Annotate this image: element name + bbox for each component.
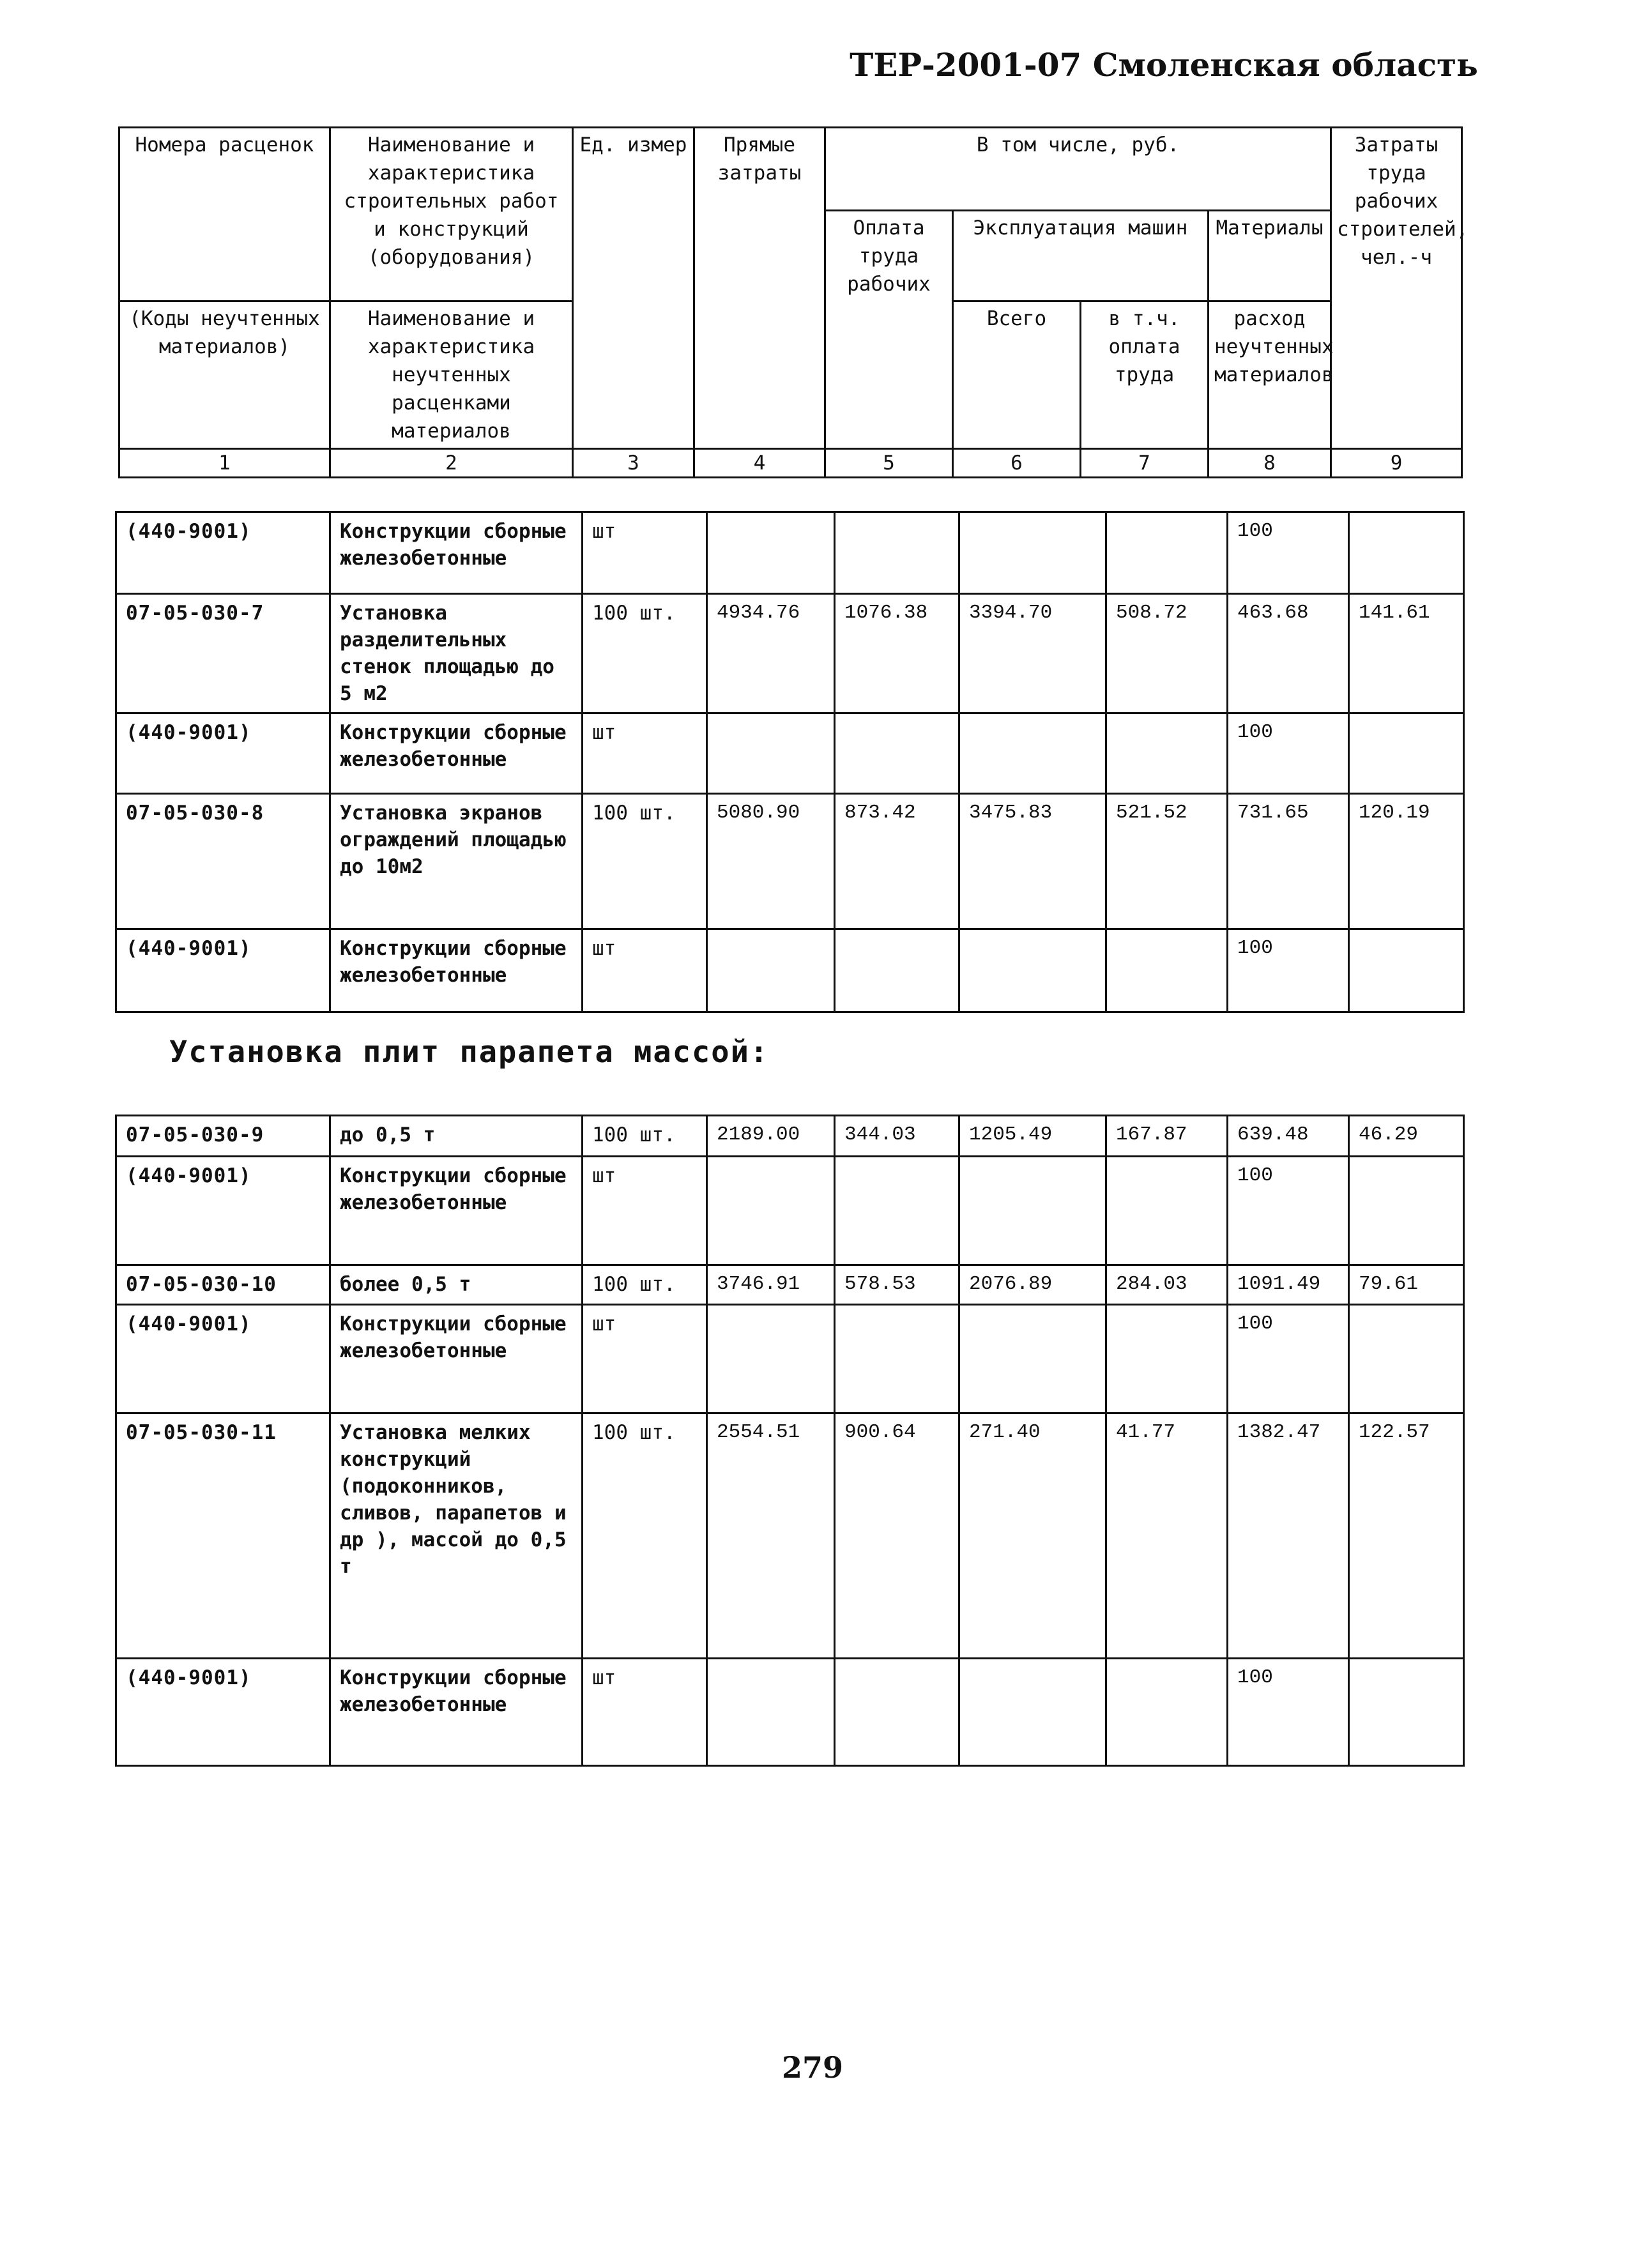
machines-total-cell [959, 1305, 1106, 1413]
material-name-cell: Конструкции сборные железобетонные [330, 929, 583, 1012]
direct-costs-cell [707, 512, 835, 594]
section-title: Установка плит парапета массой: [169, 1035, 770, 1070]
material-name-cell: Конструкции сборные железобетонные [330, 1305, 583, 1413]
wage-cell [835, 929, 959, 1012]
header-wage-spacer [825, 301, 953, 448]
machines-wage-cell [1106, 512, 1228, 594]
wage-cell [835, 1157, 959, 1265]
unit-cell: 100 шт. [583, 594, 707, 713]
machines-wage-cell: 167.87 [1106, 1116, 1228, 1157]
labor-hours-cell [1349, 929, 1464, 1012]
machines-wage-cell: 508.72 [1106, 594, 1228, 713]
header-table [118, 126, 1469, 478]
unit-cell: 100 шт. [583, 1265, 707, 1305]
work-name-cell: Установка мелких конструкций (подоконников, сливов, парапетов и др ), массой до 0,5 т [330, 1413, 583, 1659]
header-direct-costs-label: Прямые затраты [694, 128, 825, 449]
wage-cell: 578.53 [835, 1265, 959, 1305]
labor-hours-cell [1349, 1305, 1464, 1413]
direct-costs-cell: 5080.90 [707, 794, 835, 929]
material-code-cell: (440-9001) [116, 929, 330, 1012]
unit-cell: шт [583, 1305, 707, 1413]
labor-hours-cell: 141.61 [1349, 594, 1464, 713]
column-number: 8 [1209, 448, 1331, 477]
wage-cell: 873.42 [835, 794, 959, 929]
wage-cell [835, 512, 959, 594]
header-material-name-label: Наименование и характеристика неучтенных расценками материалов [330, 301, 573, 448]
unit-cell: шт [583, 512, 707, 594]
unit-cell: 100 шт. [583, 1413, 707, 1659]
wage-cell: 344.03 [835, 1116, 959, 1157]
labor-hours-cell: 120.19 [1349, 794, 1464, 929]
materials-cell: 639.48 [1228, 1116, 1349, 1157]
wage-cell: 1076.38 [835, 594, 959, 713]
direct-costs-cell: 2189.00 [707, 1116, 835, 1157]
header-machines-wage-label: в т.ч. оплата труда [1081, 301, 1209, 448]
materials-cell: 1382.47 [1228, 1413, 1349, 1659]
machines-total-cell [959, 713, 1106, 794]
unit-cell: шт [583, 1157, 707, 1265]
rates-table-1 [115, 511, 1465, 1013]
unit-cell: шт [583, 713, 707, 794]
wage-cell [835, 713, 959, 794]
labor-hours-cell [1349, 1659, 1464, 1766]
header-group-label: В том числе, руб. [825, 128, 1331, 211]
unit-cell: шт [583, 1659, 707, 1766]
material-name-cell: Конструкции сборные железобетонные [330, 1157, 583, 1265]
header-wage-label: Оплата труда рабочих [825, 211, 953, 301]
direct-costs-cell [707, 713, 835, 794]
material-name-cell: Конструкции сборные железобетонные [330, 713, 583, 794]
work-name-cell: Установка экранов ограждений площадью до 10м2 [330, 794, 583, 929]
header-name-label: Наименование и характеристика строительных работ и конструкций (оборудования) [330, 128, 573, 301]
machines-wage-cell: 521.52 [1106, 794, 1228, 929]
header-materials-label: Материалы [1209, 211, 1331, 301]
labor-hours-cell: 79.61 [1349, 1265, 1464, 1305]
material-code-cell: (440-9001) [116, 713, 330, 794]
rate-code-cell: 07-05-030-9 [116, 1116, 330, 1157]
material-name-cell: Конструкции сборные железобетонные [330, 512, 583, 594]
unit-cell: шт [583, 929, 707, 1012]
materials-cell: 100 [1228, 929, 1349, 1012]
column-number: 5 [825, 448, 953, 477]
machines-wage-cell [1106, 1157, 1228, 1265]
machines-total-cell: 3394.70 [959, 594, 1106, 713]
header-code-label: Номера расценок [119, 128, 330, 211]
machines-wage-cell [1106, 1305, 1228, 1413]
wage-cell: 900.64 [835, 1413, 959, 1659]
column-number: 3 [573, 448, 694, 477]
page-title: ТЕР-2001-07 Смоленская область [850, 46, 1478, 84]
machines-total-cell: 2076.89 [959, 1265, 1106, 1305]
header-material-code-label: (Коды неучтенных материалов) [119, 301, 330, 448]
rate-code-cell: 07-05-030-7 [116, 594, 330, 713]
machines-wage-cell [1106, 929, 1228, 1012]
labor-hours-cell [1349, 713, 1464, 794]
materials-cell: 100 [1228, 1659, 1349, 1766]
unit-cell: 100 шт. [583, 1116, 707, 1157]
materials-cell: 100 [1228, 1305, 1349, 1413]
direct-costs-cell [707, 929, 835, 1012]
header-material-usage-label: расход неучтенных материалов [1209, 301, 1331, 448]
machines-total-cell: 271.40 [959, 1413, 1106, 1659]
machines-total-cell [959, 1659, 1106, 1766]
direct-costs-cell [707, 1305, 835, 1413]
column-number: 1 [119, 448, 330, 477]
machines-total-cell [959, 929, 1106, 1012]
column-number: 9 [1331, 448, 1462, 477]
labor-hours-cell [1349, 1157, 1464, 1265]
direct-costs-cell: 2554.51 [707, 1413, 835, 1659]
labor-hours-cell [1349, 512, 1464, 594]
machines-wage-cell: 284.03 [1106, 1265, 1228, 1305]
header-machines-total-label: Всего [953, 301, 1081, 448]
labor-hours-cell: 46.29 [1349, 1116, 1464, 1157]
column-number: 7 [1081, 448, 1209, 477]
labor-hours-cell: 122.57 [1349, 1413, 1464, 1659]
materials-cell: 100 [1228, 713, 1349, 794]
materials-cell: 463.68 [1228, 594, 1349, 713]
direct-costs-cell [707, 1157, 835, 1265]
page-number: 279 [781, 2050, 844, 2085]
column-number: 2 [330, 448, 573, 477]
work-name-cell: до 0,5 т [330, 1116, 583, 1157]
header-labor-hours-label: Затраты труда рабочих строителей, чел.-ч [1331, 128, 1462, 449]
machines-total-cell [959, 1157, 1106, 1265]
machines-wage-cell [1106, 1659, 1228, 1766]
direct-costs-cell [707, 1659, 835, 1766]
material-code-cell: (440-9001) [116, 1659, 330, 1766]
work-name-cell: более 0,5 т [330, 1265, 583, 1305]
material-code-cell: (440-9001) [116, 1305, 330, 1413]
direct-costs-cell: 3746.91 [707, 1265, 835, 1305]
machines-wage-cell: 41.77 [1106, 1413, 1228, 1659]
rate-code-cell: 07-05-030-8 [116, 794, 330, 929]
material-code-cell: (440-9001) [116, 512, 330, 594]
machines-total-cell: 1205.49 [959, 1116, 1106, 1157]
machines-wage-cell [1106, 713, 1228, 794]
header-machines-label: Эксплуатация машин [953, 211, 1209, 301]
materials-cell: 100 [1228, 1157, 1349, 1265]
wage-cell [835, 1305, 959, 1413]
materials-cell: 100 [1228, 512, 1349, 594]
wage-cell [835, 1659, 959, 1766]
machines-total-cell [959, 512, 1106, 594]
direct-costs-cell: 4934.76 [707, 594, 835, 713]
unit-cell: 100 шт. [583, 794, 707, 929]
header-code-spacer [119, 211, 330, 301]
materials-cell: 731.65 [1228, 794, 1349, 929]
material-code-cell: (440-9001) [116, 1157, 330, 1265]
rates-table-2 [115, 1115, 1465, 1767]
materials-cell: 1091.49 [1228, 1265, 1349, 1305]
rate-code-cell: 07-05-030-11 [116, 1413, 330, 1659]
material-name-cell: Конструкции сборные железобетонные [330, 1659, 583, 1766]
column-number: 6 [953, 448, 1081, 477]
rate-code-cell: 07-05-030-10 [116, 1265, 330, 1305]
header-unit-label: Ед. измер [573, 128, 694, 449]
work-name-cell: Установка разделительных стенок площадью до 5 м2 [330, 594, 583, 713]
column-number: 4 [694, 448, 825, 477]
machines-total-cell: 3475.83 [959, 794, 1106, 929]
